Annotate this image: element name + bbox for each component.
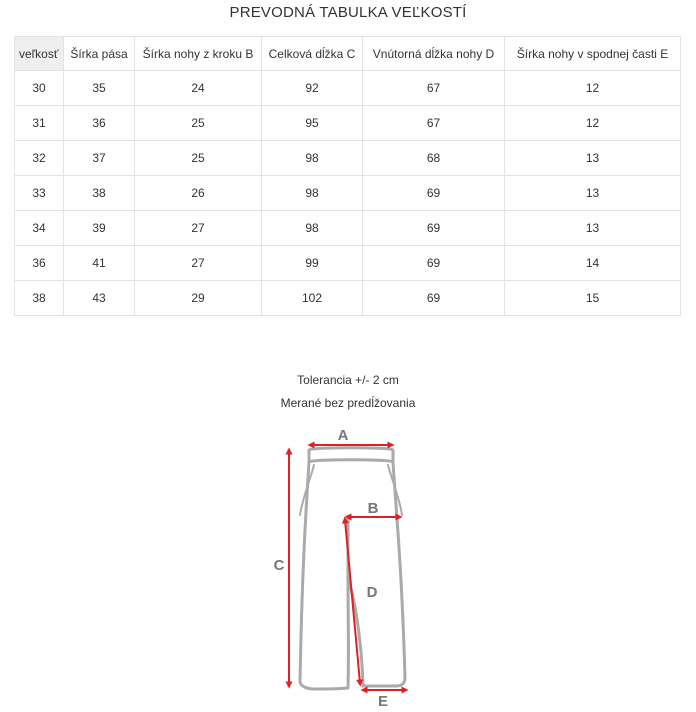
table-cell: 95 [262,106,363,141]
table-cell: 33 [15,176,64,211]
table-cell: 69 [363,246,505,281]
table-header-row [15,37,681,71]
header-inner-leg-length: Vnútorná dĺžka nohy D [363,37,505,71]
table-cell: 39 [64,211,135,246]
pants-outline [300,448,405,689]
label-b: B [367,500,379,517]
table-row [15,211,681,246]
table-cell: 43 [64,281,135,316]
table-cell: 27 [135,211,262,246]
table-cell: 25 [135,141,262,176]
size-chart-table [14,36,681,316]
table-cell: 98 [262,176,363,211]
table-cell: 15 [505,281,681,316]
table-cell: 67 [363,106,505,141]
table-cell: 32 [15,141,64,176]
table-row [15,106,681,141]
table-cell: 24 [135,71,262,106]
table-cell: 37 [64,141,135,176]
table-cell: 98 [262,141,363,176]
header-bottom-leg-width: Šírka nohy v spodnej časti E [505,37,681,71]
table-cell: 13 [505,176,681,211]
header-waist-width: Šírka pása [64,37,135,71]
table-cell: 35 [64,71,135,106]
table-row [15,141,681,176]
table-cell: 26 [135,176,262,211]
table-cell: 68 [363,141,505,176]
table-cell: 29 [135,281,262,316]
table-row [15,281,681,316]
table-cell: 67 [363,71,505,106]
label-c: C [273,557,285,574]
page-title: PREVODNÁ TABULKA VEĽKOSTÍ [229,4,467,21]
label-e: E [377,693,389,710]
table-cell: 99 [262,246,363,281]
table-cell: 14 [505,246,681,281]
measurement-note: Merané bez predĺžovania [280,396,416,410]
table-cell: 98 [262,211,363,246]
table-cell: 30 [15,71,64,106]
table-cell: 13 [505,141,681,176]
table-row [15,71,681,106]
table-cell: 102 [262,281,363,316]
label-d: D [366,584,378,601]
table-cell: 38 [15,281,64,316]
table-cell: 34 [15,211,64,246]
header-crotch-leg-width: Šírka nohy z kroku B [135,37,262,71]
table-cell: 69 [363,176,505,211]
table-cell: 69 [363,281,505,316]
table-cell: 12 [505,71,681,106]
table-cell: 27 [135,246,262,281]
table-cell: 69 [363,211,505,246]
label-a: A [337,427,349,444]
table-cell: 12 [505,106,681,141]
table-cell: 41 [64,246,135,281]
table-cell: 36 [64,106,135,141]
table-cell: 25 [135,106,262,141]
header-size: veľkosť [15,37,64,71]
table-cell: 36 [15,246,64,281]
table-cell: 92 [262,71,363,106]
table-cell: 13 [505,211,681,246]
table-cell: 31 [15,106,64,141]
pants-measurement-diagram [262,420,422,710]
tolerance-note: Tolerancia +/- 2 cm [297,373,399,387]
table-row [15,176,681,211]
table-cell: 38 [64,176,135,211]
header-total-length: Celková dĺžka C [262,37,363,71]
table-row [15,246,681,281]
